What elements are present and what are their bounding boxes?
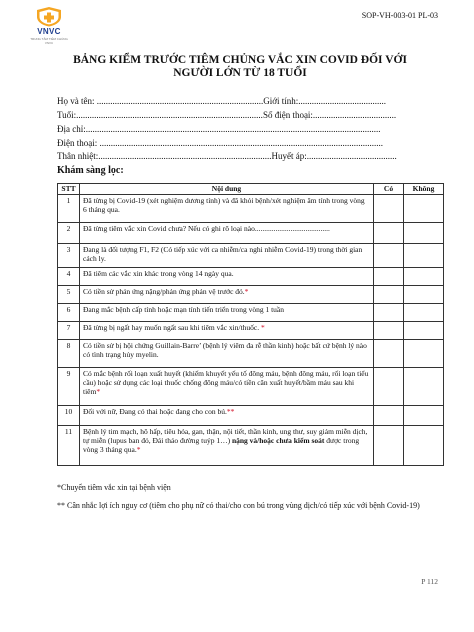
row-content (80, 426, 374, 466)
no-cell[interactable] (404, 304, 444, 322)
asterisk-mark: * (261, 323, 265, 332)
table-row (58, 244, 444, 268)
name-field[interactable]: Họ và tên: .......................................................................... (57, 96, 264, 106)
yes-cell[interactable] (374, 223, 404, 244)
document-title-line-2: NGƯỜI LỚN TỪ 18 TUỔI (173, 67, 307, 79)
page-number: P 112 (421, 577, 438, 586)
row-number: 6 (58, 304, 80, 322)
no-cell[interactable] (404, 406, 444, 426)
table-row (58, 286, 444, 304)
table-row (58, 304, 444, 322)
row-content: Đã tiêm các vắc xin khác trong vòng 14 ngày qua. (80, 268, 374, 286)
no-cell[interactable] (404, 195, 444, 223)
header-content: Nội dung (80, 184, 374, 195)
note-hospital: *Chuyển tiêm vắc xin tại bệnh viện (57, 483, 171, 492)
no-cell[interactable] (404, 223, 444, 244)
yes-cell[interactable] (374, 340, 404, 368)
yes-cell[interactable] (374, 195, 404, 223)
row-content (80, 322, 374, 340)
yes-cell[interactable] (374, 286, 404, 304)
header-no: Không (404, 184, 444, 195)
temperature-bp-row (57, 151, 397, 161)
asterisk-mark: * (136, 445, 141, 454)
no-cell[interactable] (404, 340, 444, 368)
row-number: 2 (58, 223, 80, 244)
row-text-end: được trong vòng 3 tháng qua. (83, 436, 360, 454)
header-yes: Có (374, 184, 404, 195)
note-benefit-risk: ** Cân nhắc lợi ích nguy cơ (tiêm cho phụ nữ có thai/cho con bú trong vùng dịch/có tiếp xúc với bệnh Covid-19) (57, 501, 420, 510)
row-content: Đã từng tiêm vắc xin Covid chưa? Nếu có ghi rõ loại nào........................................ (80, 223, 374, 244)
document-title-line-1: BẢNG KIỂM TRƯỚC TIÊM CHỦNG VẮC XIN COVID ĐỐI VỚI (73, 54, 407, 66)
table-row (58, 223, 444, 244)
phone-number-field[interactable]: Số điện thoại:..................................... (262, 110, 397, 120)
screening-table (57, 183, 444, 466)
yes-cell[interactable] (374, 304, 404, 322)
telephone-field[interactable]: Điện thoại: .............................................................................................................................. (57, 138, 383, 148)
address-row (57, 124, 381, 134)
age-phone-row (57, 110, 396, 120)
row-number: 11 (58, 426, 80, 466)
section-title: Khám sàng lọc: (57, 165, 124, 176)
row-content (80, 286, 374, 304)
row-number: 3 (58, 244, 80, 268)
yes-cell[interactable] (374, 322, 404, 340)
table-row (58, 195, 444, 223)
yes-cell[interactable] (374, 268, 404, 286)
row-number: 8 (58, 340, 80, 368)
logo-text: VNVC (37, 27, 61, 36)
asterisk-mark: * (96, 387, 101, 396)
phone-row (57, 138, 383, 148)
age-field[interactable]: Tuổi:................................................................................... (57, 110, 263, 120)
row-number: 1 (58, 195, 80, 223)
no-cell[interactable] (404, 268, 444, 286)
row-content (80, 406, 374, 426)
table-row (58, 426, 444, 466)
no-cell[interactable] (404, 368, 444, 406)
table-row (58, 268, 444, 286)
row-text: Đã từng bị ngất hay muốn ngất sau khi tiêm vắc xin/thuốc. (83, 323, 260, 332)
yes-cell[interactable] (374, 368, 404, 406)
emphasis-text: nặng và/hoặc chưa kiểm soát (231, 436, 325, 445)
table-row (58, 340, 444, 368)
shield-cross-icon (34, 6, 64, 27)
no-cell[interactable] (404, 322, 444, 340)
row-number: 7 (58, 322, 80, 340)
yes-cell[interactable] (374, 244, 404, 268)
row-text: Đối với nữ, Đang có thai hoặc đang cho con bú. (83, 407, 227, 416)
table-header-row (58, 184, 444, 195)
blood-pressure-field[interactable]: Huyết áp:........................................ (271, 151, 397, 161)
row-content (80, 368, 374, 406)
table-row (58, 406, 444, 426)
double-asterisk-mark: ** (226, 407, 235, 416)
name-gender-row (57, 96, 386, 106)
row-text: Bệnh lý tim mạch, hô hấp, tiêu hóa, gan, thận, nội tiết, thần kinh, ung thư, suy giảm miễn dịch, tự miễn (lupus ban đỏ, Đái tháo đường tuýp 1…) (83, 427, 368, 445)
row-number: 9 (58, 368, 80, 406)
row-number: 5 (58, 286, 80, 304)
vnvc-logo (26, 6, 86, 45)
asterisk-mark: * (244, 287, 249, 296)
no-cell[interactable] (404, 286, 444, 304)
no-cell[interactable] (404, 426, 444, 466)
row-text: Có mắc bệnh rối loạn xuất huyết (khiếm khuyết yếu tố đông máu, bệnh đông máu, rối loạn tiểu cầu) hoặc sử dụng các loại thuốc chống đông máu/có tiền căn xuất huyết/bầm máu sau khi tiêm (83, 369, 369, 396)
row-content: Có tiền sử bị hội chứng Guillain-Barre’ (bệnh lý viêm đa rễ thần kinh) hoặc bất cứ bệnh lý nào có tình trạng hủy myelin. (80, 340, 374, 368)
row-number: 10 (58, 406, 80, 426)
no-cell[interactable] (404, 244, 444, 268)
row-number: 4 (58, 268, 80, 286)
temperature-field[interactable]: Thân nhiệt:............................................................................. (57, 151, 272, 161)
row-text: Có tiền sử phản ứng nặng/phản ứng phản vệ trước đó. (83, 287, 245, 296)
logo-subtext: TRUNG TÂM TIÊM CHỦNG VNVC (30, 37, 68, 45)
yes-cell[interactable] (374, 426, 404, 466)
address-field[interactable]: Địa chỉ:................................................................................................................................... (57, 124, 381, 134)
table-row (58, 322, 444, 340)
row-content: Đang mắc bệnh cấp tính hoặc mạn tính tiến triển trong vòng 1 tuần (80, 304, 374, 322)
yes-cell[interactable] (374, 406, 404, 426)
document-code: SOP-VH-003-01 PL-03 (361, 11, 438, 20)
row-content: Đã từng bị Covid-19 (xét nghiệm dương tính) và đã khỏi bệnh/xét nghiệm âm tính trong vòng 6 tháng qua. (80, 195, 374, 223)
row-content: Đang là đối tượng F1, F2 (Có tiếp xúc với ca nhiễm/ca nghi nhiễm Covid-19) trong thời gian cách ly. (80, 244, 374, 268)
gender-field[interactable]: Giới tính:....................................... (263, 96, 387, 106)
table-row (58, 368, 444, 406)
header-stt: STT (58, 184, 80, 195)
